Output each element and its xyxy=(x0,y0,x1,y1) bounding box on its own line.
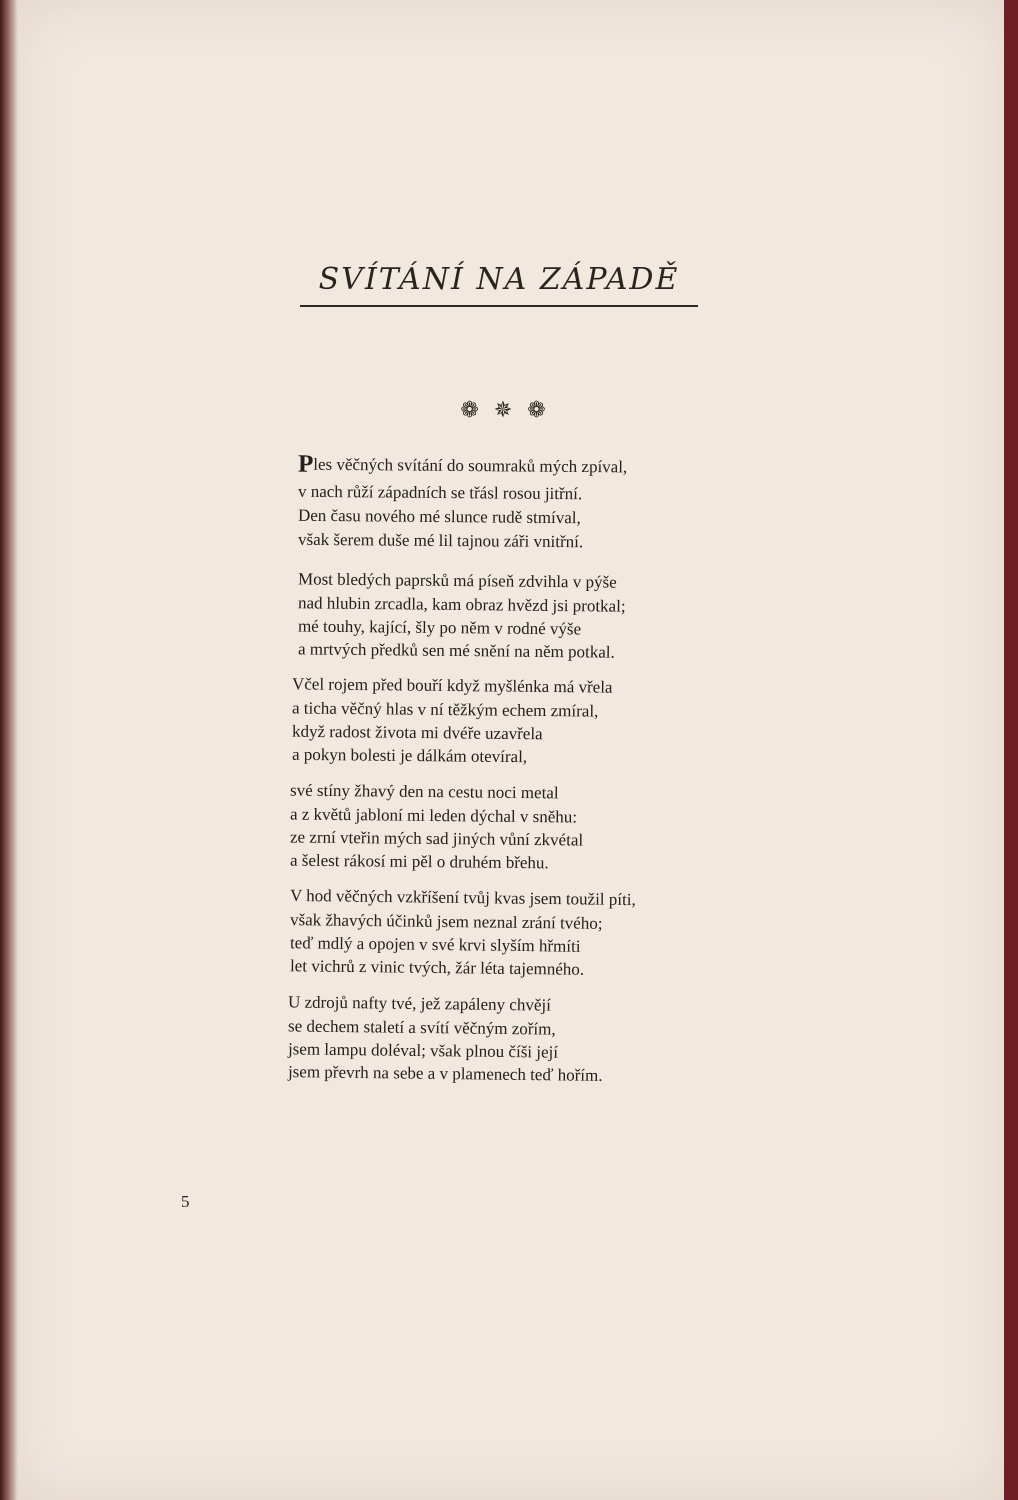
poem-line: V hod věčných vzkříšení tvůj kvas jsem toužil píti, xyxy=(289,885,636,910)
poem-line: Most bledých paprsků má píseň zdvihla v pýše xyxy=(297,569,617,592)
poem-line: U zdrojů nafty tvé, jež zapáleny chvějí xyxy=(287,992,552,1015)
poem-line: jsem převrh na sebe a v plamenech teď hořím. xyxy=(287,1062,603,1085)
poem-line: Včel rojem před bouří když myšlénka má vřela xyxy=(291,674,613,697)
poem-line: let vichrů z vinic tvých, žár léta tajemného. xyxy=(289,956,585,979)
poem-line: Den času nového mé slunce rudě stmíval, xyxy=(297,505,581,528)
poem-line: v nach růží západních se třásl rosou jitřní. xyxy=(297,481,583,504)
poem-line: jsem lampu doléval; však plnou číši její xyxy=(287,1039,559,1062)
poem-line: když radost života mi dvéře uzavřela xyxy=(291,721,543,744)
drop-cap: P xyxy=(297,450,314,478)
poem-line: teď mdlý a opojen v své krvi slyším hřmíti xyxy=(289,933,581,956)
poem-line: nad hlubin zrcadla, kam obraz hvězd jsi protkal; xyxy=(297,593,626,616)
poem-line: a ticha věčný hlas v ní těžkým echem zmíral, xyxy=(291,698,599,721)
poem-line: se dechem staletí a svítí věčným zořím, xyxy=(287,1016,556,1039)
poem-line: mé touhy, kající, šly po něm v rodné výše xyxy=(297,616,582,639)
poem-line: své stíny žhavý den na cestu noci metal xyxy=(289,780,559,803)
poem-line: však žhavých účinků jsem neznal zrání tvého; xyxy=(289,910,603,933)
ornament-icon: ❁ ✵ ❁ xyxy=(460,398,550,423)
page-number: 5 xyxy=(181,1192,190,1211)
poem-line: a šelest rákosí mi pěl o druhém břehu. xyxy=(289,850,549,873)
poem-line: a mrtvých předků sen mé snění na něm potkal. xyxy=(297,639,615,662)
poem-line: a z květů jabloní mi leden dýchal v sněhu: xyxy=(289,804,578,827)
poem-line: Ples věčných svítání do soumraků mých zpíval, xyxy=(297,450,628,478)
poem-title: SVÍTÁNÍ NA ZÁPADĚ xyxy=(318,262,680,297)
poem-line: a pokyn bolesti je dálkám otevíral, xyxy=(291,744,528,767)
poem-line: ze zrní vteřin mých sad jiných vůní zkvétal xyxy=(289,827,584,850)
poem-line: však šerem duše mé lil tajnou záři vnitřní. xyxy=(297,529,584,552)
